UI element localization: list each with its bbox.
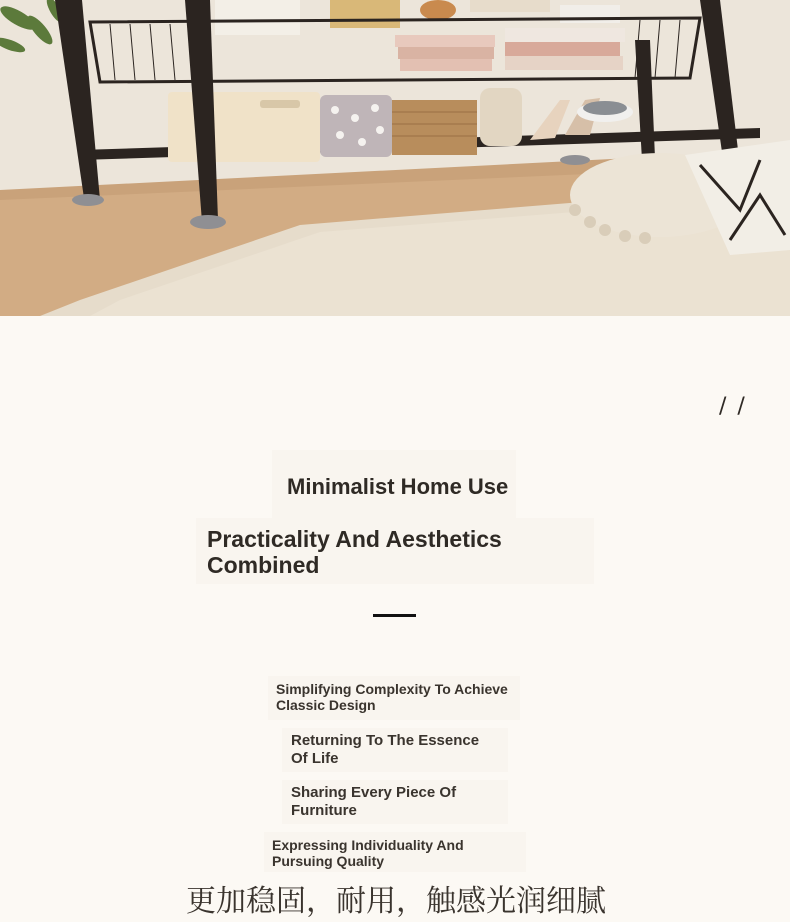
decorative-slashes: / /	[719, 394, 747, 419]
bottom-caption: 更加稳固，耐用，触感光润细腻	[186, 884, 606, 919]
feature-line-2: Pursuing Quality	[272, 853, 385, 869]
section-headline	[207, 526, 587, 578]
hero-image	[0, 0, 790, 316]
feature-line-1: Simplifying Complexity To Achieve	[276, 681, 508, 697]
feature-item	[276, 681, 516, 713]
feature-item	[291, 732, 501, 768]
feature-item	[272, 837, 522, 869]
feature-line-2: Of Life	[291, 750, 339, 767]
feature-line-2: Furniture	[291, 802, 357, 819]
feature-line-1: Returning To The Essence	[291, 732, 480, 749]
feature-line-1: Expressing Individuality And	[272, 837, 464, 853]
section-divider	[373, 614, 416, 617]
headline-line-2: Combined	[207, 552, 320, 578]
headline-line-1: Practicality And Aesthetics	[207, 526, 502, 552]
feature-item	[291, 784, 501, 820]
shoe-rack-illustration	[0, 0, 790, 316]
feature-line-1: Sharing Every Piece Of	[291, 784, 457, 801]
section-kicker: Minimalist Home Use	[287, 474, 509, 499]
feature-line-2: Classic Design	[276, 697, 376, 713]
